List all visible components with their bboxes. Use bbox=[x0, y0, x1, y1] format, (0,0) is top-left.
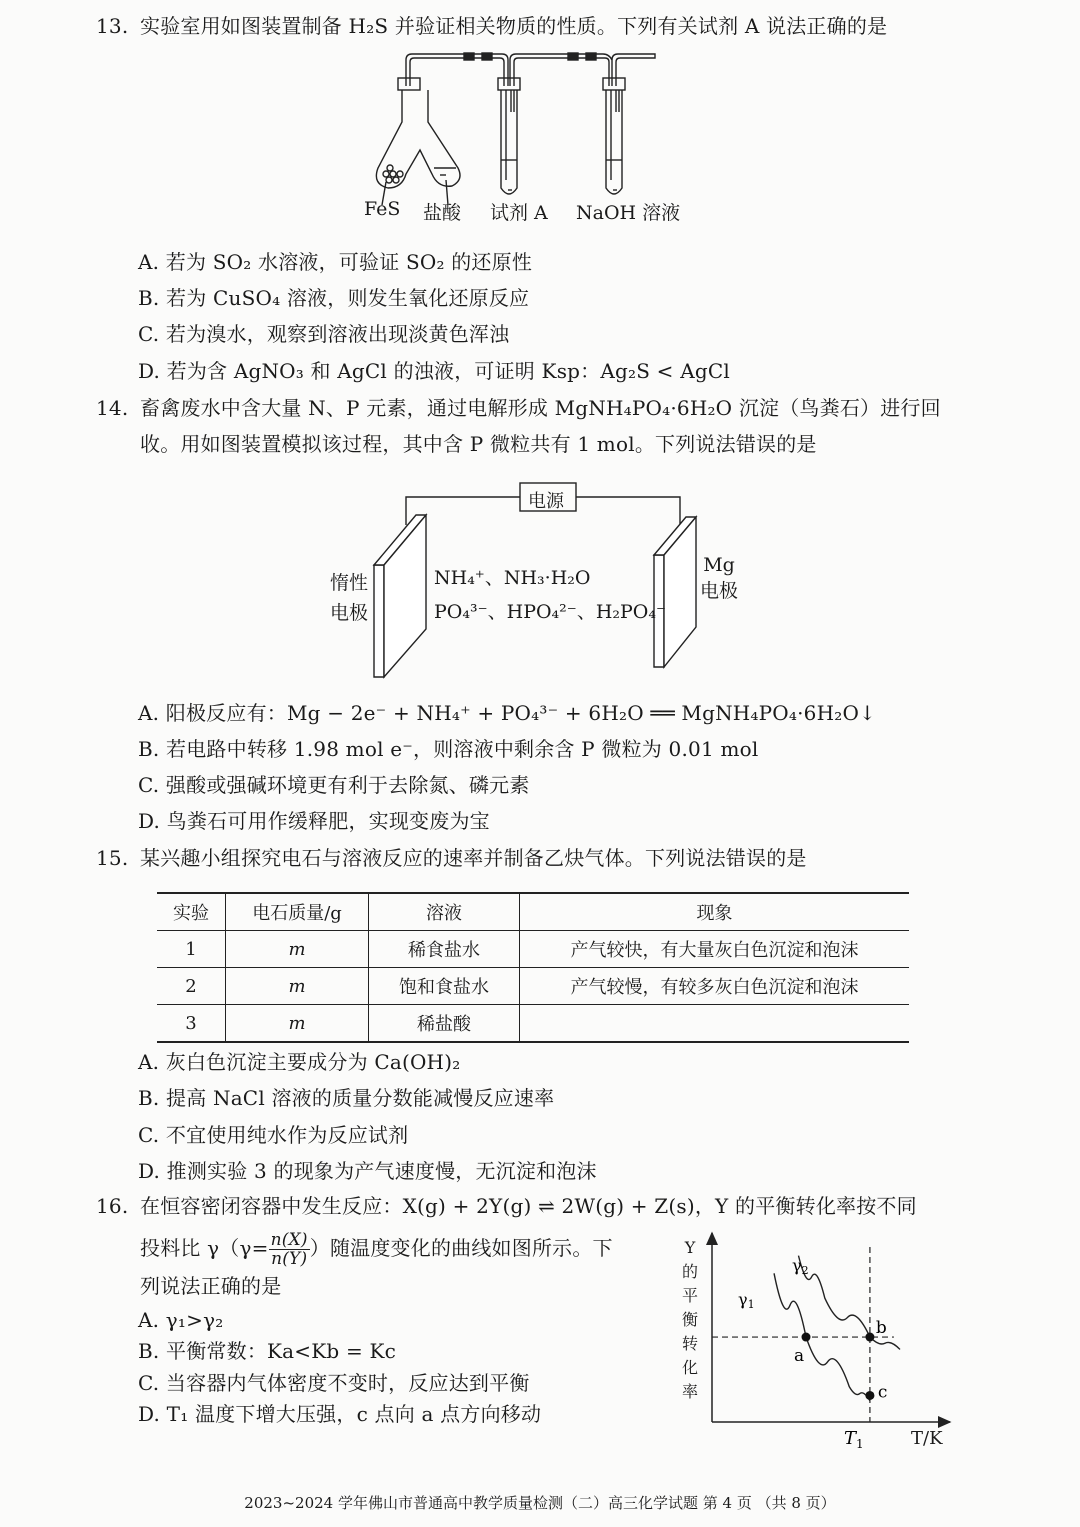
equilibrium-chart bbox=[670, 1225, 960, 1455]
data-point-label-c: c bbox=[877, 1382, 888, 1403]
q14-stem-line2: 收。用如图装置模拟该过程，其中含 P 微粒共有 1 mol。下列说法错误的是 bbox=[140, 432, 817, 456]
experiment-table bbox=[157, 892, 909, 1043]
q15-option-a: A. 灰白色沉淀主要成分为 Ca(OH)₂ bbox=[138, 1050, 461, 1074]
q15-option-c: C. 不宜使用纯水作为反应试剂 bbox=[138, 1123, 409, 1147]
label-hcl: 盐酸 bbox=[423, 202, 462, 224]
stopper-1 bbox=[398, 78, 420, 90]
label-fes: FeS bbox=[364, 198, 401, 220]
q14-option-c: C. 强酸或强碱环境更有利于去除氮、磷元素 bbox=[138, 773, 530, 797]
power-source-label: 电源 bbox=[528, 491, 564, 512]
header-phenomenon: 现象 bbox=[520, 893, 910, 931]
page-footer: 2023~2024 学年佛山市普通高中教学质量检测（二）高三化学试题 第 4 页 （共 8 页） bbox=[244, 1494, 836, 1512]
data-point-a bbox=[802, 1333, 811, 1342]
mg-electrode bbox=[654, 517, 696, 667]
y-axis-label: Y的平衡转化率 bbox=[681, 1238, 698, 1401]
header-experiment: 实验 bbox=[173, 903, 209, 924]
q16-stem-line1: 16. 在恒容密闭容器中发生反应：X(g) + 2Y(g) ⇌ 2W(g) + Z(s)，Y 的平衡转化率按不同 bbox=[96, 1194, 917, 1218]
q16-stem-line3: 列说法正确的是 bbox=[140, 1274, 282, 1298]
table-row: 3 m 稀盐酸 bbox=[157, 1005, 909, 1043]
q15-stem: 15. 某兴趣小组探究电石与溶液反应的速率并制备乙炔气体。下列说法错误的是 bbox=[96, 846, 807, 870]
tube-3 bbox=[612, 54, 655, 86]
q14-stem-line1: 14. 畜禽废水中含大量 N、P 元素，通过电解形成 MgNH₄PO₄·6H₂O 沉淀（鸟粪石）进行回 bbox=[96, 396, 941, 420]
ratio-fraction: $\frac{n(X)}{n(Y)}$ bbox=[270, 1230, 308, 1269]
q15-option-d: D. 推测实验 3 的现象为产气速度慢，无沉淀和泡沫 bbox=[138, 1159, 597, 1183]
q14-option-b: B. 若电路中转移 1.98 mol e⁻，则溶液中剩余含 P 微粒为 0.01 mol bbox=[138, 737, 759, 761]
q13-stem-text: 实验室用如图装置制备 H₂S 并验证相关物质的性质。下列有关试剂 A 说法正确的是 bbox=[140, 14, 888, 38]
q13-option-b: B. 若为 CuSO₄ 溶液，则发生氧化还原反应 bbox=[138, 286, 530, 310]
table-row: 1 m 稀食盐水 产气较快，有大量灰白色沉淀和泡沫 bbox=[157, 931, 909, 968]
q15-option-b: B. 提高 NaCl 溶液的质量分数能减慢反应速率 bbox=[138, 1086, 555, 1110]
q14-number: 14. bbox=[96, 396, 129, 420]
q13-number: 13. bbox=[96, 14, 129, 38]
mg-electrode-label: Mg 电极 bbox=[700, 554, 739, 602]
tube-1 bbox=[410, 58, 504, 86]
q16-option-d: D. T₁ 温度下增大压强，c 点向 a 点方向移动 bbox=[138, 1402, 542, 1426]
q13-option-d: D. 若为含 AgNO₃ 和 AgCl 的浊液，可证明 Ksp：Ag₂S < AgCl bbox=[138, 359, 730, 383]
table-row: 2 m 饱和食盐水 产气较慢，有较多灰白色沉淀和泡沫 bbox=[157, 968, 909, 1005]
x-tick-t1: $T_1$ bbox=[844, 1428, 864, 1451]
header-mass: 电石质量/g bbox=[226, 893, 369, 931]
series-gamma1-label: γ1 bbox=[738, 1290, 755, 1311]
data-point-label-a: a bbox=[794, 1346, 805, 1367]
inert-electrode-label: 惰性 电极 bbox=[330, 572, 369, 624]
q16-option-c: C. 当容器内气体密度不变时，反应达到平衡 bbox=[138, 1371, 530, 1395]
q13-option-a: A. 若为 SO₂ 水溶液，可验证 SO₂ 的还原性 bbox=[138, 250, 533, 274]
wire-right bbox=[576, 497, 680, 525]
q13-option-c: C. 若为溴水，观察到溶液出现淡黄色浑浊 bbox=[138, 322, 510, 346]
label-naoh: NaOH 溶液 bbox=[576, 202, 681, 224]
header-solution: 溶液 bbox=[369, 893, 520, 931]
q16-option-a: A. γ₁>γ₂ bbox=[138, 1308, 224, 1332]
label-reagent-a: 试剂 A bbox=[490, 202, 548, 224]
q13-stem bbox=[96, 12, 887, 40]
species-line-1: NH₄⁺、NH₃·H₂O bbox=[434, 567, 591, 589]
data-point-c bbox=[865, 1391, 874, 1400]
stopper-3 bbox=[603, 78, 625, 90]
series-gamma2-label: γ2 bbox=[792, 1256, 809, 1277]
stopper-2 bbox=[498, 78, 520, 90]
inert-electrode bbox=[374, 515, 426, 677]
q16-stem-line2: 投料比 γ（γ= $\frac{n(X)}{n(Y)}$ ）随温度变化的曲线如图所示。下 bbox=[140, 1230, 613, 1269]
data-point-b bbox=[865, 1333, 874, 1342]
table-header-row bbox=[157, 893, 909, 931]
q14-option-d: D. 鸟粪石可用作缓释肥，实现变废为宝 bbox=[138, 809, 490, 833]
data-point-label-b: b bbox=[875, 1318, 887, 1339]
species-line-2: PO₄³⁻、HPO₄²⁻、H₂PO₄⁻ bbox=[434, 601, 667, 623]
tube-2 bbox=[514, 58, 609, 86]
q15-number: 15. bbox=[96, 846, 129, 870]
q16-option-b: B. 平衡常数：Ka<Kb = Kc bbox=[138, 1339, 397, 1363]
x-axis-label: T/K bbox=[911, 1428, 943, 1449]
q14-option-a: A. 阳极反应有：Mg − 2e⁻ + NH₄⁺ + PO₄³⁻ + 6H₂O ══ MgNH₄PO₄·6H₂O↓ bbox=[138, 701, 876, 725]
q16-number: 16. bbox=[96, 1194, 129, 1218]
